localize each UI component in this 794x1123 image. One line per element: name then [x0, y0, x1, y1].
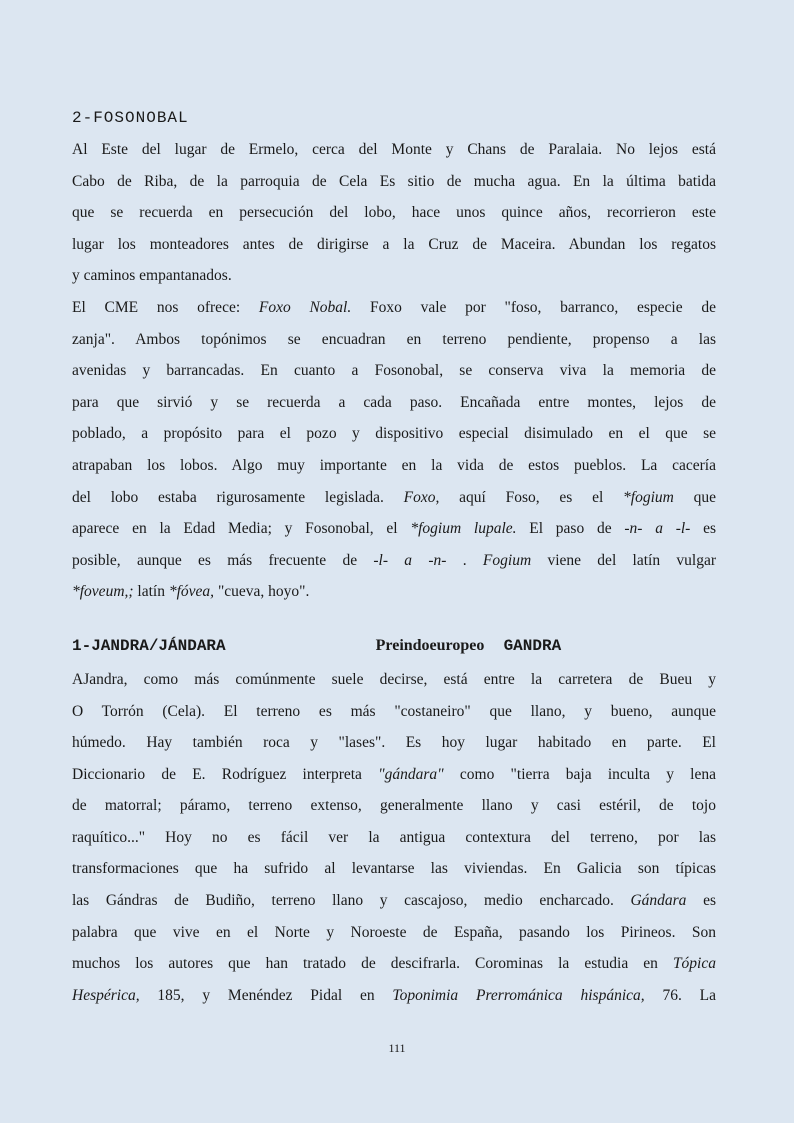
text-line [72, 853, 716, 885]
text-line [72, 822, 716, 854]
text-run: posible, aunque es más frecuente de [72, 551, 374, 569]
italic-term: *fogium [623, 488, 674, 506]
text-run: avenidas y barrancadas. En cuanto a Fosonobal, se conserva viva la memoria de [72, 362, 716, 380]
italic-term: "gándara" [378, 765, 444, 783]
text-run: zanja". Ambos topónimos se encuadran en terreno pendiente, propenso a las [72, 330, 716, 348]
text-line [72, 482, 716, 514]
heading-etymology [376, 632, 562, 664]
section-body-jandra [72, 664, 716, 1012]
heading-title-jandra: 1-JANDRA/JÁNDARA [72, 636, 226, 655]
text-line [72, 664, 716, 696]
italic-term: Foxo Nobal. [258, 298, 352, 316]
text-run: poblado, a propósito para el pozo y dispositivo especial disimulado en el que se [72, 425, 716, 443]
text-run: atrapaban los lobos. Algo muy importante en la vida de estos pueblos. La cacería [72, 456, 716, 474]
italic-term: *foveum,; [72, 583, 134, 601]
text-run: que se recuerda en persecución del lobo, hace unos quince años, recorrieron este [72, 204, 716, 222]
text-run: El CME nos ofrece: [72, 298, 259, 316]
text-line [72, 727, 716, 759]
text-run: latín [133, 583, 169, 601]
text-run: las Gándras de Budiño, terreno llano y cascajoso, medio encharcado. [72, 892, 631, 910]
page-content [72, 104, 716, 1011]
text-line [72, 355, 716, 387]
text-run: O Torrón (Cela). El terreno es más "costaneiro" que llano, y bueno, aunque [72, 702, 716, 720]
text-run: lugar los monteadores antes de dirigirse a la Cruz de Maceira. Abundan los regatos [72, 235, 716, 253]
text-run: para que sirvió y se recuerda a cada paso. Encañada entre montes, lejos de [72, 393, 716, 411]
text-run: es [690, 520, 716, 538]
italic-term: Tópica [672, 955, 716, 973]
text-run: viene del latín vulgar [531, 551, 716, 569]
italic-term: *fogium lupale. [410, 520, 517, 538]
text-line [72, 576, 716, 608]
text-line [72, 790, 716, 822]
text-run: 76. La [644, 986, 717, 1004]
text-run: y caminos empantanados. [72, 267, 232, 285]
italic-term: Foxo, [403, 488, 440, 506]
section-heading-fosonobal: 2-FOSONOBAL [72, 109, 189, 127]
italic-term: *fóvea, [168, 583, 215, 601]
text-run: es [686, 892, 716, 910]
text-line [72, 229, 716, 261]
text-run: húmedo. Hay también roca y "lases". Es hoy lugar habitado en parte. El [72, 734, 716, 752]
text-run: 185, y Menéndez Pidal en [139, 986, 393, 1004]
text-run: transformaciones que ha sufrido al levantarse las viviendas. En Galicia son típicas [72, 860, 716, 878]
italic-term: Toponimia Prerrománica hispánica, [392, 986, 645, 1004]
text-line [72, 917, 716, 949]
italic-term: Gándara [630, 892, 687, 910]
text-line [72, 696, 716, 728]
italic-term: -l- a -n- [373, 551, 447, 569]
page-number: 111 [388, 1041, 406, 1055]
text-run: palabra que vive en el Norte y Noroeste de España, pasando los Pirineos. Son [72, 923, 716, 941]
text-line [72, 759, 716, 791]
text-line [72, 513, 716, 545]
text-line [72, 166, 716, 198]
text-run: del lobo estaba rigurosamente legislada. [72, 488, 404, 506]
text-run: raquítico..." Hoy no es fácil ver la antigua contextura del terreno, por las [72, 828, 716, 846]
text-run: El paso de [516, 520, 625, 538]
text-run: . [446, 551, 483, 569]
italic-term: Fogium [482, 551, 532, 569]
text-line [72, 134, 716, 166]
text-run: Diccionario de E. Rodríguez interpreta [72, 765, 379, 783]
text-line [72, 450, 716, 482]
text-run: que [673, 488, 716, 506]
text-line [72, 197, 716, 229]
text-run: de matorral; páramo, terreno extenso, generalmente llano y casi estéril, de tojo [72, 797, 716, 815]
text-run: aquí Foso, es el [439, 488, 624, 506]
text-line [72, 980, 716, 1012]
text-line [72, 292, 716, 324]
italic-term: -n- a -l- [624, 520, 691, 538]
text-line [72, 885, 716, 917]
text-run: aparece en la Edad Media; y Fosonobal, el [72, 520, 411, 538]
text-run: como "tierra baja inculta y lena [443, 765, 716, 783]
heading-etymology-label: Preindoeuropeo [375, 636, 485, 654]
text-run: muchos los autores que han tratado de descifrarla. Corominas la estudia en [72, 955, 673, 973]
italic-term: Hespérica, [72, 986, 140, 1004]
text-line [72, 324, 716, 356]
section-body-fosonobal [72, 134, 716, 608]
section-heading-jandra [72, 632, 716, 664]
heading-etymology-root: GANDRA [503, 636, 562, 655]
text-line [72, 418, 716, 450]
text-run: "cueva, hoyo". [214, 583, 310, 601]
text-line [72, 545, 716, 577]
text-line [72, 260, 716, 292]
text-run: AJandra, como más comúnmente suele decirse, está entre la carretera de Bueu y [72, 670, 716, 688]
text-line [72, 948, 716, 980]
text-line [72, 387, 716, 419]
text-run: Al Este del lugar de Ermelo, cerca del Monte y Chans de Paralaia. No lejos está [72, 141, 716, 158]
text-run: Foxo vale por "foso, barranco, especie de [351, 298, 716, 316]
text-run: Cabo de Riba, de la parroquia de Cela Es sitio de mucha agua. En la última batida [72, 172, 716, 190]
